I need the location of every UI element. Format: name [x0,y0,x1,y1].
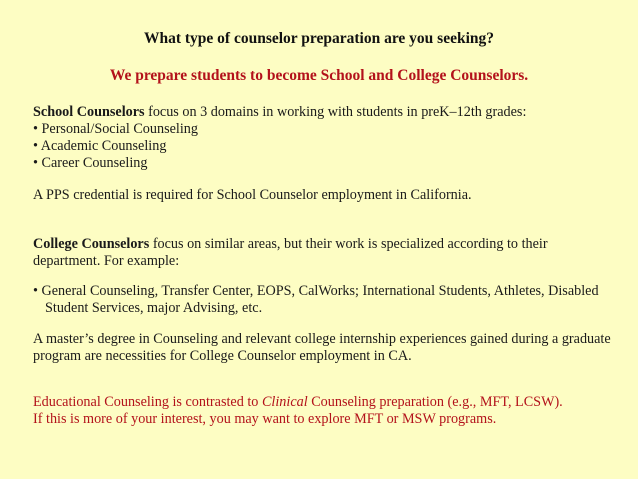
college-counselors-intro [33,236,618,270]
list-item: • Personal/Social Counseling [33,121,198,137]
school-counselors-intro-text: focus on 3 domains in working with students in preK–12th grades: [144,104,527,120]
masters-degree-note: A master’s degree in Counseling and relevant college internship experiences gained during a graduate program are necessities for College Counselor employment in CA. [33,331,611,364]
pps-credential-note: A PPS credential is required for School Counselor employment in California. [33,187,472,203]
list-item: • Career Counseling [33,155,148,171]
clinical-contrast-note [33,394,618,428]
college-counselors-heading: College Counselors [33,236,150,252]
clinical-italic: Clinical [261,394,308,410]
college-counselors-intro-text: focus on similar areas, but their work is specialized according to their department. For example: [33,236,548,269]
school-counselors-section [33,104,618,172]
college-counselors-examples [33,283,618,317]
mft-msw-suggestion: If this is more of your interest, you may want to explore MFT or MSW programs. [33,411,497,427]
list-item: • Academic Counseling [33,138,167,154]
slide-title: What type of counselor preparation are you seeking? [143,30,495,47]
school-counselors-heading: School Counselors [33,104,145,120]
clinical-contrast-line: Educational Counseling is contrasted to Clinical Counseling preparation (e.g., MFT, LCSW). [33,394,563,410]
college-counselors-section [33,236,618,270]
slide-subtitle: We prepare students to become School and College Counselors. [109,67,529,84]
list-item: • General Counseling, Transfer Center, EOPS, CalWorks; International Students, Athletes, Disabled Student Services, major Advising, etc. [33,283,599,316]
school-counselors-intro [33,104,618,121]
